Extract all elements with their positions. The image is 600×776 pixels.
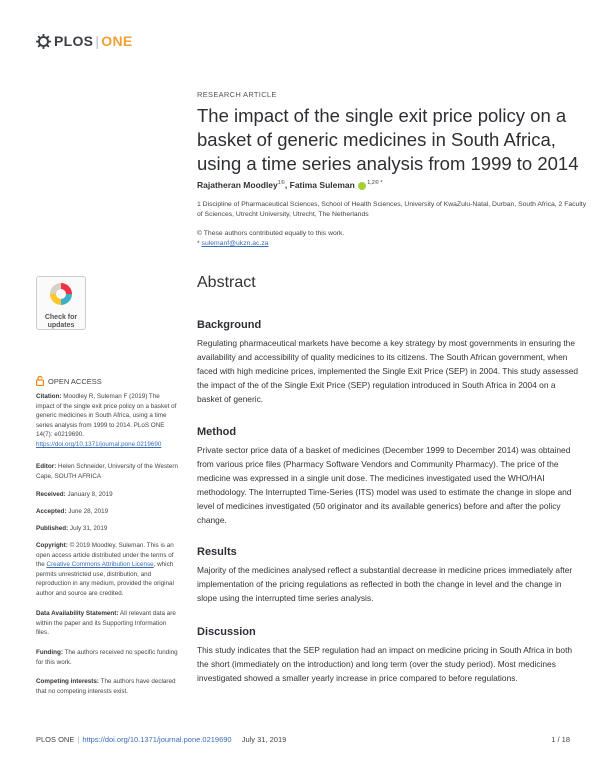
copyright-text-2: , which permits unrestricted use, distribution, and reproduction in any medium, provided the original author and source are credited.	[36, 561, 174, 597]
accepted-label: Accepted:	[36, 508, 67, 515]
license-link[interactable]: Creative Commons Attribution License	[46, 561, 154, 569]
footer-journal: PLOS ONE	[36, 735, 75, 744]
author-separator: ,	[284, 180, 290, 190]
page-number: 1 / 18	[551, 735, 570, 744]
page-footer	[36, 735, 286, 744]
funding-block	[36, 648, 178, 667]
check-for-updates-badge[interactable]	[36, 276, 86, 330]
accepted-date: June 28, 2019	[66, 508, 109, 515]
abstract-heading: Abstract	[197, 274, 256, 291]
data-availability-block	[36, 609, 178, 638]
author-1[interactable]: Rajatheran Moodley	[197, 180, 278, 190]
open-lock-icon	[36, 376, 44, 386]
published-date: July 31, 2019	[68, 525, 108, 532]
received-date: January 8, 2019	[65, 491, 113, 498]
background-heading: Background	[197, 319, 262, 331]
footer-date: July 31, 2019	[241, 735, 287, 744]
badge-line-2: updates	[47, 322, 75, 329]
discussion-heading: Discussion	[197, 626, 256, 638]
competing-interests-text: The authors have declared that no competing interests exist.	[36, 678, 176, 695]
published-block	[36, 524, 178, 534]
copyright-text-1: © 2019 Moodley, Suleman. This is an open access article distributed under the terms of the	[36, 542, 174, 569]
background-text: Regulating pharmaceutical markets have become a key strategy by most governments in ensuring the availability and accessibility of quality medicines to its citizens. The South African government, when faced with high medicine prices, implemented the Single Exit Price (SEP) in 2004. This study assessed the impact of the of the Single Exit Price (SEP) regulation introduced in South Africa in 2004 on a basket of generic.	[197, 338, 579, 404]
editor-text: Helen Schneider, University of the Western Cape, SOUTH AFRICA	[36, 463, 178, 480]
data-availability-label: Data Availability Statement:	[36, 610, 119, 617]
method-text: Private sector price data of a basket of medicines (December 1999 to December 2014) was obtained from various price files (Pharmacy Software Vendors and Community Pharmacy). The price of the medicine was expressed in a single unit dose. The medicines investigated used the WHO/HAI methodology. The Interrupted Time-Series (ITS) model was used to estimate the change in slope and level of medicines investigated (50 originator and its available generics) before and after the policy change.	[197, 445, 572, 525]
accepted-block	[36, 507, 178, 517]
copyright-block	[36, 541, 178, 599]
corresponding-email-link[interactable]: sulemanf@ukzn.ac.za	[201, 240, 269, 247]
journal-logo	[36, 33, 133, 49]
published-label: Published:	[36, 525, 69, 532]
logo-plos: PLOS	[54, 33, 94, 49]
results-heading: Results	[197, 546, 237, 558]
competing-interests-label: Competing interests:	[36, 678, 99, 685]
article-type: RESEARCH ARTICLE	[197, 90, 277, 99]
orcid-icon[interactable]	[358, 182, 366, 190]
footer-separator: |	[77, 735, 80, 744]
citation-label: Citation:	[36, 393, 62, 400]
badge-line-1: Check for	[44, 314, 78, 321]
open-access-text: OPEN ACCESS	[48, 376, 102, 386]
citation-block	[36, 392, 178, 450]
author-2[interactable]: Fatima Suleman	[289, 180, 355, 190]
article-title: The impact of the single exit price policy on a basket of generic medicines in South Africa, using a time series analysis from 1999 to 2014	[197, 105, 579, 174]
citation-doi-link[interactable]: https://doi.org/10.1371/journal.pone.0219690	[36, 440, 162, 448]
funding-text: The authors received no specific funding for this work.	[36, 649, 178, 666]
footer-doi-link[interactable]: https://doi.org/10.1371/journal.pone.0219690	[82, 735, 232, 744]
discussion-text: This study indicates that the SEP regulation had an impact on medicine pricing in South Africa in both the short (immediately on the introduction) and long term (over the study period). Most medicines investigated showed a smaller yearly increase in price compared to before regulations.	[197, 645, 573, 683]
citation-text: Moodley R, Suleman F (2019) The impact of the single exit price policy on a basket of generic medicines in South Africa, using a time series analysis from 1999 to 2014. PLoS ONE 14(7): e0219690.	[36, 393, 177, 439]
logo-one: ONE	[101, 33, 133, 49]
editor-block	[36, 462, 178, 481]
funding-label: Funding:	[36, 649, 63, 656]
data-availability-text: All relevant data are within the paper and its Supporting Information files.	[36, 610, 176, 637]
competing-interests-block	[36, 677, 178, 696]
equal-contribution-note: © These authors contributed equally to this work.	[197, 230, 345, 237]
author-2-affiliation: 1,2© *	[367, 180, 383, 187]
affiliations: 1 Discipline of Pharmaceutical Sciences, School of Health Sciences, University of KwaZulu-Natal, Durban, South Africa, 2 Faculty of Sciences, Utrecht University, Utrecht, The Netherlands	[197, 201, 587, 218]
received-block	[36, 490, 178, 500]
received-label: Received:	[36, 491, 66, 498]
author-list	[197, 180, 383, 190]
method-heading: Method	[197, 426, 237, 438]
author-1-affiliation: 1©	[277, 180, 285, 187]
open-access-label	[36, 376, 102, 386]
corresponding-star: *	[197, 240, 202, 247]
crossmark-icon	[48, 281, 74, 307]
results-text: Majority of the medicines analysed reflect a substantial decrease in medicine prices immediately after implementation of the pricing regulations as reflected in both the change in level and the change in slope using the interrupted time series analysis.	[197, 565, 573, 603]
copyright-label: Copyright:	[36, 542, 68, 549]
logo-divider: |	[95, 33, 100, 49]
corresponding-author-note	[197, 240, 269, 247]
editor-label: Editor:	[36, 463, 57, 470]
plos-logo-icon	[36, 34, 51, 49]
